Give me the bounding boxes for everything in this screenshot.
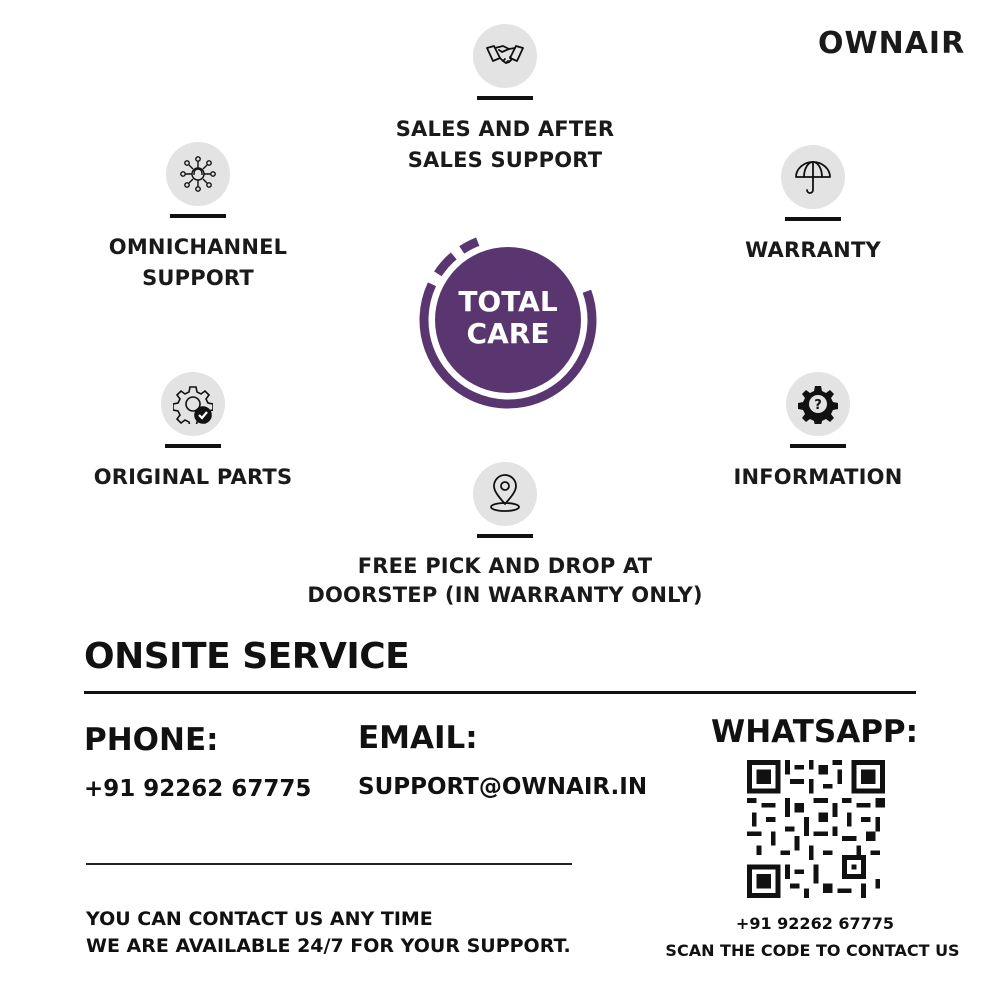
location-pin-icon	[473, 462, 537, 526]
feature-pick-and-drop	[305, 462, 705, 610]
whatsapp-number: +91 92262 67775	[735, 914, 895, 933]
network-headset-icon	[166, 142, 230, 206]
feature-omnichannel	[98, 142, 298, 294]
feature-warranty	[713, 145, 913, 266]
divider-bar	[477, 96, 533, 100]
scan-instruction: SCAN THE CODE TO CONTACT US	[665, 941, 960, 960]
feature-label: WARRANTY	[745, 238, 881, 262]
feature-information	[718, 372, 918, 493]
email-label: EMAIL:	[358, 720, 478, 756]
brand-logo: OWNAIR	[818, 26, 966, 61]
divider-bar	[790, 444, 846, 448]
svg-text:?: ?	[814, 398, 822, 413]
divider-bar	[165, 444, 221, 448]
divider-bar	[170, 214, 226, 218]
divider-bar	[785, 217, 841, 221]
feature-label: ORIGINAL PARTS	[93, 465, 293, 489]
gear-question-icon	[786, 372, 850, 436]
feature-original-parts	[93, 372, 293, 493]
total-care-badge	[412, 224, 604, 416]
phone-value[interactable]: +91 92262 67775	[84, 776, 312, 802]
whatsapp-label: WHATSAPP:	[711, 714, 919, 750]
feature-label: SALES AND AFTER SALES SUPPORT	[395, 117, 615, 172]
note-divider	[86, 863, 572, 865]
divider-bar	[477, 534, 533, 538]
whatsapp-qr-code[interactable]	[747, 760, 885, 898]
section-divider	[84, 691, 916, 694]
feature-label: FREE PICK AND DROP AT DOORSTEP (IN WARRANTY ONLY)	[307, 554, 703, 607]
section-title: ONSITE SERVICE	[84, 636, 410, 677]
feature-label: INFORMATION	[733, 465, 903, 489]
umbrella-icon	[781, 145, 845, 209]
phone-label: PHONE:	[84, 722, 219, 758]
feature-sales-support	[395, 24, 615, 176]
handshake-icon	[473, 24, 537, 88]
availability-note: YOU CAN CONTACT US ANY TIME WE ARE AVAILABLE 24/7 FOR YOUR SUPPORT.	[86, 908, 571, 957]
feature-label: OMNICHANNEL SUPPORT	[108, 235, 288, 290]
email-value[interactable]: SUPPORT@OWNAIR.IN	[358, 774, 648, 800]
gear-check-icon	[161, 372, 225, 436]
total-care-text: TOTAL CARE	[458, 285, 558, 350]
